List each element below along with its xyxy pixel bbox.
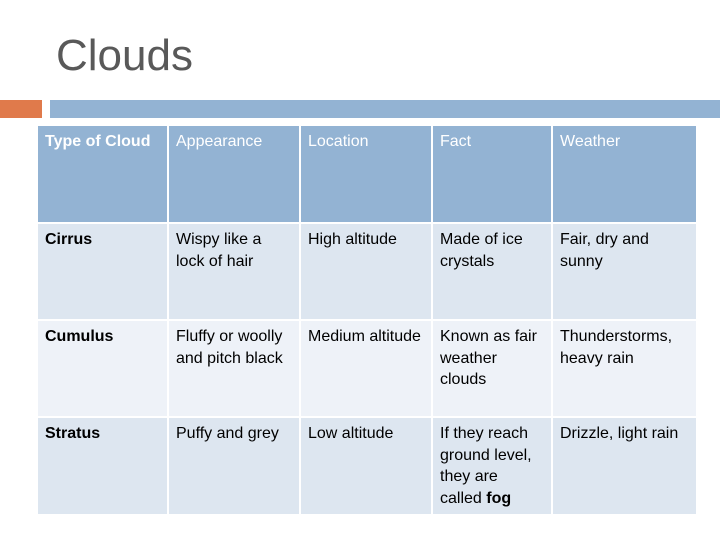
table-row (37, 223, 697, 320)
table-row (37, 417, 697, 515)
table-header-row (37, 125, 697, 223)
header-fact: Fact (432, 125, 552, 223)
cell-fact: Made of ice crystals (432, 223, 552, 320)
table-row (37, 320, 697, 417)
cell-weather: Fair, dry and sunny (552, 223, 697, 320)
cell-appearance: Puffy and grey (168, 417, 300, 515)
header-location: Location (300, 125, 432, 223)
cell-type: Stratus (37, 417, 168, 515)
header-type: Type of Cloud (37, 125, 168, 223)
cell-fact: Known as fair weather clouds (432, 320, 552, 417)
cell-location: Medium altitude (300, 320, 432, 417)
accent-bar (0, 100, 42, 118)
fact-emphasis: fog (486, 489, 512, 507)
cell-location: Low altitude (300, 417, 432, 515)
title-underline-bar (50, 100, 720, 118)
header-appearance: Appearance (168, 125, 300, 223)
cell-fact (432, 417, 552, 515)
cell-type: Cirrus (37, 223, 168, 320)
cell-type: Cumulus (37, 320, 168, 417)
cell-weather: Drizzle, light rain (552, 417, 697, 515)
slide-title: Clouds (56, 31, 193, 80)
clouds-table (36, 124, 698, 516)
fact-text: If they reach ground level, they are called (440, 425, 532, 507)
cell-appearance: Wispy like a lock of hair (168, 223, 300, 320)
cell-location: High altitude (300, 223, 432, 320)
header-weather: Weather (552, 125, 697, 223)
cell-weather: Thunderstorms, heavy rain (552, 320, 697, 417)
cell-appearance: Fluffy or woolly and pitch black (168, 320, 300, 417)
